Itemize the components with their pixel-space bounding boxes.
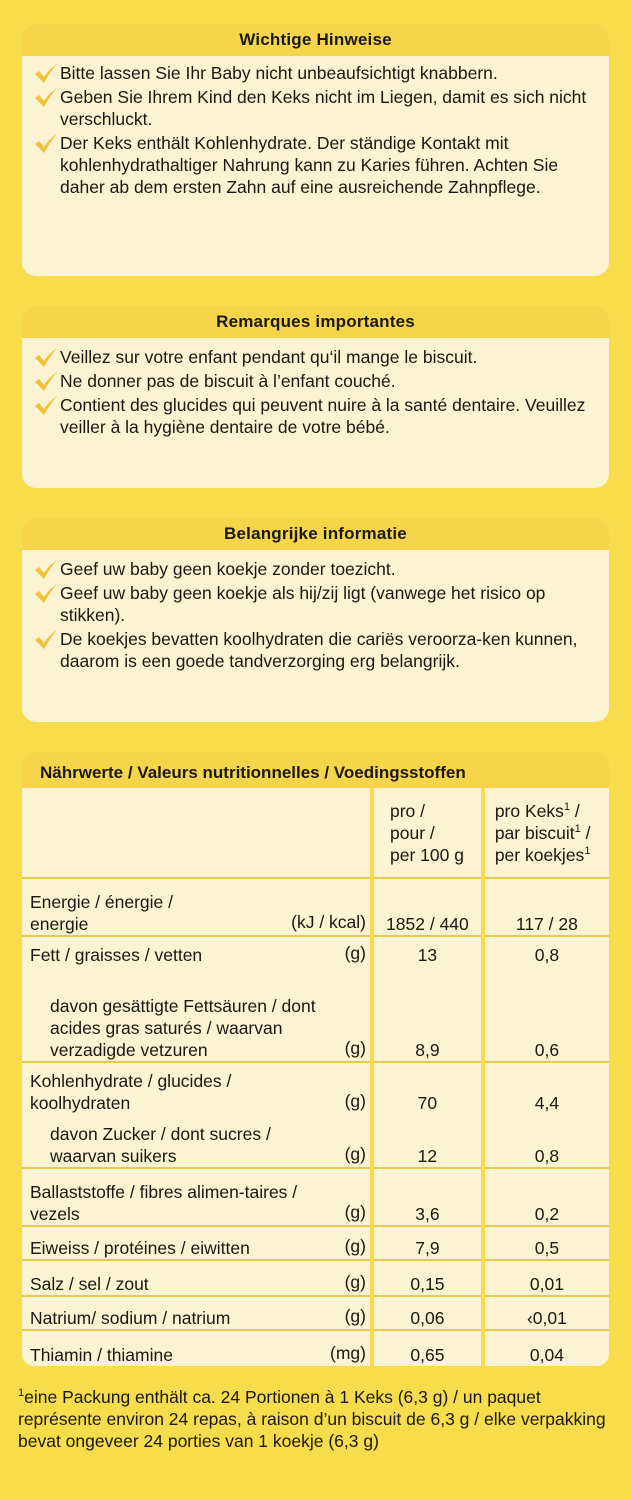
check-icon [34,583,58,605]
list-item: Ne donner pas de biscuit à l’enfant couché. [34,370,591,392]
table-row: davon Zucker / dont sucres / waarvan suikers (g) 12 0,8 [22,1114,609,1168]
table-header-row [22,788,609,878]
list-item: Veillez sur votre enfant pendant qu‘il mange le biscuit. [34,346,591,368]
check-icon [34,133,58,155]
list-item: De koekjes bevatten koolhydraten die cariës veroorza-ken kunnen, daarom is een goede tandverzorging erg belangrijk. [34,628,591,672]
panel-german-notes [22,24,609,276]
table-row: Salz / sel / zout (g) 0,15 0,01 [22,1260,609,1296]
table-row: Kohlenhydrate / glucides / koolhydraten (g) 70 4,4 [22,1062,609,1114]
list-item: Geef uw baby geen koekje als hij/zij ligt (vanwege het risico op stikken). [34,582,591,626]
table-row: Eiweiss / protéines / eiwitten (g) 7,9 0,5 [22,1226,609,1260]
check-icon [34,629,58,651]
list-item: Geben Sie Ihrem Kind den Keks nicht im Liegen, damit es sich nicht verschluckt. [34,86,591,130]
panel-french-notes [22,306,609,488]
list-item: Bitte lassen Sie Ihr Baby nicht unbeaufsichtigt knabbern. [34,62,500,84]
panel-dutch-notes [22,518,609,722]
panel-title: Wichtige Hinweise [22,24,609,56]
check-icon [34,395,58,417]
footnote: $^1$eine Packung enthält ca. 24 Portionen à 1 Keks (6,3 g) / un paquet représente environ 24 repas, à raison d’un biscuit de 6,3 g / elke verpakking bevat ongeveer 24 porties van 1 koekje (6,3 g) [18,1387,606,1451]
nutrition-table [22,788,609,1366]
table-row: davon gesättigte Fettsäuren / dont acides gras saturés / waarvan verzadigde vetzuren (g) 8,9 0,6 [22,966,609,1062]
table-row: Energie / énergie / energie (kJ / kcal) 1852 / 440 117 / 28 [22,878,609,936]
column-header-per-100g: pro / pour / per 100 g [372,788,483,878]
table-row: Ballaststoffe / fibres alimen-taires / vezels (g) 3,6 0,2 [22,1168,609,1226]
check-icon [34,347,58,369]
panel-title: Remarques importantes [22,306,609,338]
check-icon [34,371,58,393]
nutrition-title: Nährwerte / Valeurs nutritionnelles / Voedingsstoffen [22,752,609,788]
check-icon [34,87,58,109]
panel-title: Belangrijke informatie [22,518,609,550]
check-icon [34,559,58,581]
table-row: Fett / graisses / vetten (g) 13 0,8 [22,936,609,966]
list-item: Geef uw baby geen koekje zonder toezicht. [34,558,591,580]
list-item: Contient des glucides qui peuvent nuire à la santé dentaire. Veuillez veiller à la hygiène dentaire de votre bébé. [34,394,591,438]
table-row: Natrium/ sodium / natrium (g) 0,06 ‹0,01 [22,1296,609,1330]
list-item: Der Keks enthält Kohlenhydrate. Der ständige Kontakt mit kohlenhydrathaltiger Nahrung kann zu Karies führen. Achten Sie daher ab dem ersten Zahn auf eine ausreichende Zahnpflege. [34,132,591,198]
table-row: Thiamin / thiamine (mg) 0,65 0,04 [22,1330,609,1366]
column-header-per-biscuit: pro Keks$^1$ / par biscuit$^1$ / per koekjes$^1$ [483,788,609,878]
check-icon [34,63,58,85]
